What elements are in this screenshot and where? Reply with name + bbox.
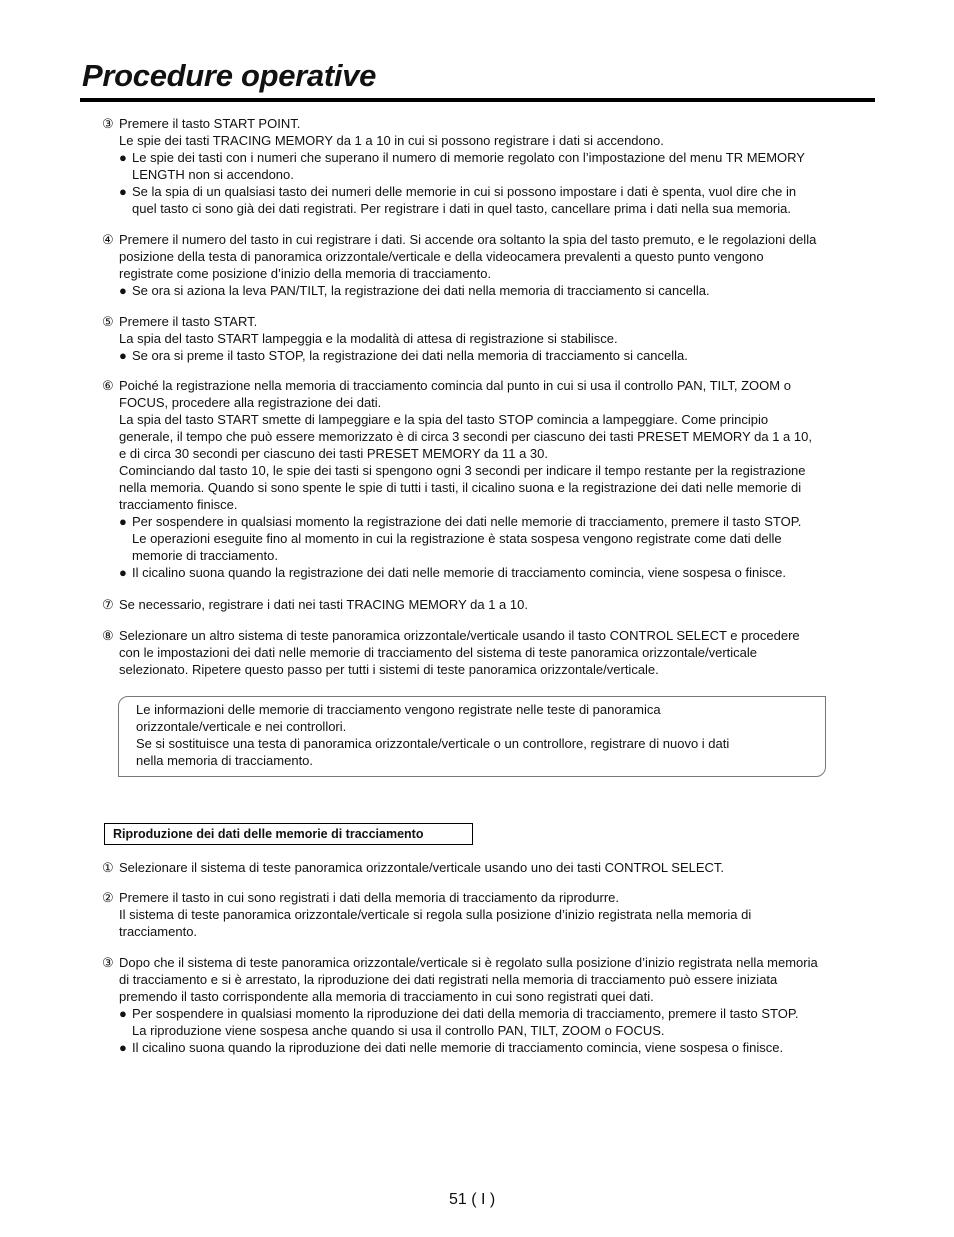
bullet-dot: ● [119,150,127,165]
step-text-line: Premere il tasto START. [119,314,258,329]
step-row [102,231,877,299]
bullet-dot: ● [119,348,127,363]
step-body [119,627,877,678]
step-row [102,889,877,940]
step-text-line: Cominciando dal tasto 10, le spie dei tasti si spengono ogni 3 secondi per indicare il tempo restante per la registrazione [119,463,806,478]
step-text-line: di tracciamento e si è arrestato, la riproduzione dei dati registrati nella memoria di tracciamento può essere iniziata [119,972,778,987]
bullet-item [119,1039,877,1056]
note-text [136,701,816,769]
bullet-item [119,149,877,183]
bullet-text [132,1039,783,1056]
bullet-dot: ● [119,514,127,529]
step-number: ③ [102,116,114,131]
note-text-line: Le informazioni delle memorie di tracciamento vengono registrate nelle teste di panoramica [136,702,661,717]
step-text-line: Poiché la registrazione nella memoria di tracciamento comincia dal punto in cui si usa il controllo PAN, TILT, ZOOM o [119,378,791,393]
step-text-line: e di circa 30 secondi per ciascuno dei tasti PRESET MEMORY da 11 a 30. [119,446,548,461]
step-row [102,954,877,1056]
step-text-line: premendo il tasto corrispondente alla memoria di tracciamento in cui sono registrati quei dati. [119,989,654,1004]
bullet-item [119,183,877,217]
step-number: ③ [102,955,114,970]
bullet-text [132,513,801,564]
bullet-text-line: quel tasto ci sono già dei dati registrati. Per registrare i dati in quel tasto, cancellare prima i dati nella sua memoria. [132,201,791,216]
step-text-line: Premere il tasto START POINT. [119,116,301,131]
section-heading: Riproduzione dei dati delle memorie di tracciamento [104,823,473,845]
bullet-text-line: La riproduzione viene sospesa anche quando si usa il controllo PAN, TILT, ZOOM o FOCUS. [132,1023,665,1038]
bullet-text-line: Se ora si aziona la leva PAN/TILT, la registrazione dei dati nella memoria di tracciamento si cancella. [132,283,710,298]
step-body [119,313,877,364]
note-text-line: Se si sostituisce una testa di panoramica orizzontale/verticale o un controllore, registrare di nuovo i dati [136,736,730,751]
note-text-line: nella memoria di tracciamento. [136,753,314,768]
step-text-line: Premere il numero del tasto in cui registrare i dati. Si accende ora soltanto la spia del tasto premuto, e le regolazioni della [119,232,817,247]
step-row [102,859,877,876]
step-text-line: con le impostazioni dei dati nelle memorie di tracciamento del sistema di teste panoramica orizzontale/verticale [119,645,758,660]
step-item [102,231,877,299]
step-text-line: La spia del tasto START lampeggia e la modalità di attesa di registrazione si stabilisce. [119,331,618,346]
step-item [102,377,877,581]
step-item [102,859,877,876]
step-item [102,313,877,364]
note-text-line: orizzontale/verticale e nei controllori. [136,719,347,734]
bullet-text-line: Per sospendere in qualsiasi momento la riproduzione dei dati della memoria di tracciamento, premere il tasto STOP. [132,1006,799,1021]
step-text-line: FOCUS, procedere alla registrazione dei dati. [119,395,382,410]
bullet-dot: ● [119,1040,127,1055]
step-number: ⑤ [102,314,114,329]
bullet-text-line: Se la spia di un qualsiasi tasto dei numeri delle memorie in cui si possono impostare i dati è spenta, vuol dire che in [132,184,797,199]
step-text-line: registrate come posizione d’inizio della memoria di tracciamento. [119,266,492,281]
step-text-line: Il sistema di teste panoramica orizzontale/verticale si regola sulla posizione d’inizio registrata nella memoria di [119,907,752,922]
step-number: ① [102,860,114,875]
bullet-text-line: memorie di tracciamento. [132,548,278,563]
step-body [119,859,877,876]
step-text-line: tracciamento finisce. [119,497,238,512]
step-text-line: Le spie dei tasti TRACING MEMORY da 1 a 10 in cui si possono registrare i dati si accendono. [119,133,664,148]
page-title: Procedure operative [82,58,377,93]
bullet-text-line: Per sospendere in qualsiasi momento la registrazione dei dati nelle memorie di tracciamento, premere il tasto STOP. [132,514,802,529]
step-row [102,115,877,217]
step-text-line: Premere il tasto in cui sono registrati i dati della memoria di tracciamento da riprodurre. [119,890,619,905]
bullet-text-line: Il cicalino suona quando la registrazione dei dati nelle memorie di tracciamento comincia, viene sospesa o finisce. [132,565,786,580]
step-body [119,954,877,1056]
bullet-item [119,282,877,299]
bullet-text [132,564,786,581]
bullet-dot: ● [119,565,127,580]
step-number: ⑦ [102,597,114,612]
step-text-line: selezionato. Ripetere questo passo per tutti i sistemi di teste panoramica orizzontale/verticale. [119,662,659,677]
step-row [102,377,877,581]
step-text-line: Se necessario, registrare i dati nei tasti TRACING MEMORY da 1 a 10. [119,597,528,612]
step-text-line: nella memoria. Quando si sono spente le spie di tutti i tasti, il cicalino suona e la registrazione dei dati nelle memorie di [119,480,802,495]
title-rule [80,98,875,102]
step-row [102,596,877,613]
step-text-line: Dopo che il sistema di teste panoramica orizzontale/verticale si è regolato sulla posizione d’inizio registrata nella memoria [119,955,818,970]
bullet-text [132,282,710,299]
step-text-line: posizione della testa di panoramica orizzontale/verticale e della videocamera prevalenti a questo punto vengono [119,249,764,264]
step-item [102,627,877,678]
bullet-item [119,564,877,581]
step-body [119,231,877,299]
bullet-text-line: Le operazioni eseguite fino al momento in cui la registrazione è stata sospesa vengono registrate come dati delle [132,531,782,546]
bullet-text [132,149,805,183]
step-body [119,115,877,217]
step-number: ⑧ [102,628,114,643]
step-item [102,889,877,940]
bullet-text-line: LENGTH non si accendono. [132,167,294,182]
step-number: ④ [102,232,114,247]
bullet-text-line: Il cicalino suona quando la riproduzione dei dati nelle memorie di tracciamento comincia, viene sospesa o finisce. [132,1040,784,1055]
bullet-text-line: Le spie dei tasti con i numeri che superano il numero di memorie regolato con l’impostazione del menu TR MEMORY [132,150,805,165]
step-item [102,596,877,613]
bullet-text [132,1005,798,1039]
bullet-dot: ● [119,283,127,298]
bullet-item [119,1005,877,1039]
step-row [102,627,877,678]
step-text-line: Selezionare il sistema di teste panoramica orizzontale/verticale usando uno dei tasti CONTROL SELECT. [119,860,725,875]
step-item [102,954,877,1056]
step-body [119,889,877,940]
step-text-line: Selezionare un altro sistema di teste panoramica orizzontale/verticale usando il tasto CONTROL SELECT e procedere [119,628,800,643]
step-body [119,377,877,581]
bullet-dot: ● [119,1006,127,1021]
step-row [102,313,877,364]
step-body [119,596,877,613]
step-text-line: generale, il tempo che può essere memorizzato è di circa 3 secondi per ciascuno dei tasti PRESET MEMORY da 1 a 10, [119,429,812,444]
step-number: ② [102,890,114,905]
bullet-item [119,347,877,364]
page-number: 51 ( I ) [449,1191,496,1208]
step-number: ⑥ [102,378,114,393]
bullet-item [119,513,877,564]
step-item [102,115,877,217]
bullet-text-line: Se ora si preme il tasto STOP, la registrazione dei dati nella memoria di tracciamento si cancella. [132,348,688,363]
step-text-line: La spia del tasto START smette di lampeggiare e la spia del tasto STOP comincia a lampeggiare. Come principio [119,412,769,427]
step-text-line: tracciamento. [119,924,198,939]
bullet-dot: ● [119,184,127,199]
bullet-text [132,183,796,217]
bullet-text [132,347,688,364]
